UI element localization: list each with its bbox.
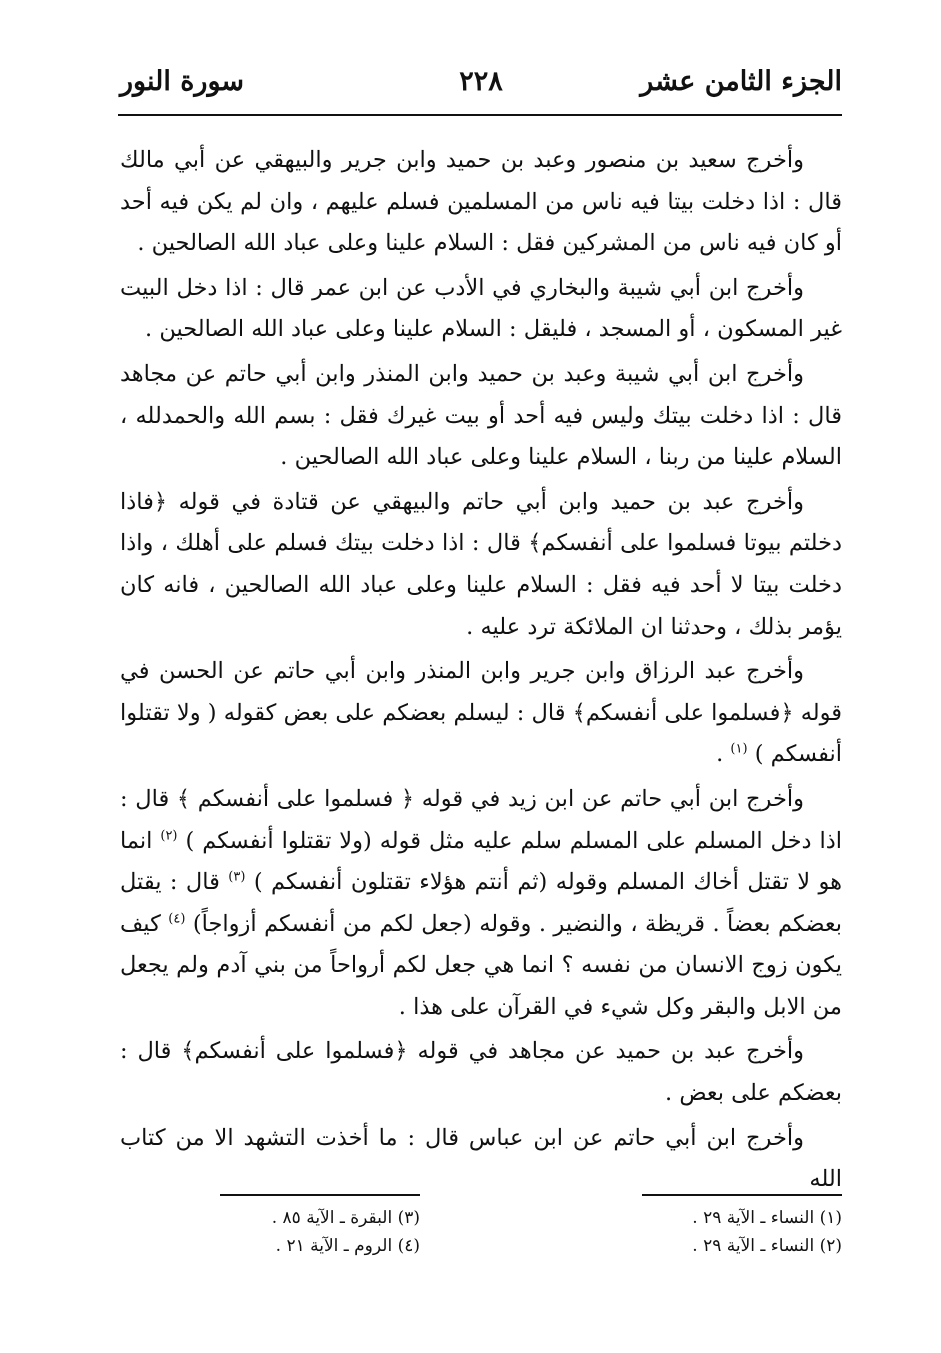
footnote-ref: (٣) bbox=[228, 869, 246, 885]
paragraph: وأخرج سعيد بن منصور وعبد بن حميد وابن جرير والبيهقي عن أبي مالك قال : اذا دخلت بيتا فيه ناس من المسلمين فسلم عليهم ، وان لم يكن فيه أحد أو كان فيه ناس من المشركين فقل : السلام علينا وعلى عباد الله الصالحين . bbox=[120, 147, 842, 257]
paragraph bbox=[120, 779, 842, 1029]
paragraph-text: وأخرج عبد الرزاق وابن جرير وابن المنذر وابن أبي حاتم عن الحسن في قوله ﴿فسلموا على أنفسكم﴾ قال : ليسلم بعضكم على بعض كقوله ( ولا تقتلوا أنفسكم ) bbox=[120, 658, 842, 768]
footnote-rule bbox=[642, 1194, 842, 1196]
footnote: (٢) النساء ـ الآية ٢٩ . bbox=[692, 1236, 842, 1256]
footnote: (٤) الروم ـ الآية ٢١ . bbox=[275, 1236, 420, 1256]
paragraph-text: انما هو لا تقتل أخاك المسلم وقوله (ثم أنتم هؤلاء تقتلون أنفسكم ) bbox=[120, 827, 842, 896]
paragraph-text: قال : يقتل بعضكم بعضاً . قريظة ، والنضير . وقوله (جعل لكم من أنفسكم أزواجاً) bbox=[120, 869, 843, 937]
paragraph-text: كيف يكون زوج الانسان من نفسه ؟ انما هي جعل لكم أرواحاً من بني آدم ولم يجعل من الابل والبقر وكل شيء في القرآن على هذا . bbox=[120, 910, 842, 1020]
main-text bbox=[120, 140, 842, 1204]
paragraph bbox=[120, 651, 842, 776]
paragraph: وأخرج ابن أبي شيبة والبخاري في الأدب عن ابن عمر قال : اذا دخل البيت غير المسكون ، أو المسجد ، فليقل : السلام علينا وعلى عباد الله الصالحين . bbox=[120, 274, 842, 343]
footnotes-left bbox=[160, 1204, 420, 1260]
paragraph: وأخرج عبد بن حميد عن مجاهد في قوله ﴿فسلموا على أنفسكم﴾ قال : بعضكم على بعض . bbox=[120, 1038, 842, 1107]
footnote-ref: (٤) bbox=[168, 911, 186, 927]
header-part-title: الجزء الثامن عشر bbox=[640, 65, 842, 97]
paragraph: وأخرج ابن أبي حاتم عن ابن عباس قال : ما أخذت التشهد الا من كتاب الله bbox=[120, 1124, 842, 1193]
footnotes-right bbox=[582, 1204, 842, 1260]
paragraph-end: . bbox=[716, 741, 731, 768]
paragraph: وأخرج عبد بن حميد وابن أبي حاتم والبيهقي عن قتادة في قوله ﴿فاذا دخلتم بيوتا فسلموا على أنفسكم﴾ قال : اذا دخلت بيتك فسلم على أهلك ، واذا دخلت بيتا لا أحد فيه فقل : السلام علينا وعلى عباد الله الصالحين ، فانه كان يؤمر بذلك ، وحدثنا ان الملائكة ترد عليه . bbox=[120, 488, 842, 640]
footnote-rule bbox=[220, 1194, 420, 1196]
page-number: ٢٢٨ bbox=[459, 65, 503, 97]
paragraph-text: وأخرج ابن أبي حاتم عن ابن زيد في قوله ﴿ فسلموا على أنفسكم ﴾ قال : اذا دخل المسلم على المسلم سلم عليه مثل قوله (ولا تقتلوا أنفسكم ) bbox=[120, 785, 843, 854]
footnote: (٣) البقرة ـ الآية ٨٥ . bbox=[271, 1208, 420, 1228]
footnote-ref: (١) bbox=[730, 741, 748, 757]
header-rule bbox=[118, 114, 842, 116]
footnote-ref: (٢) bbox=[160, 828, 178, 843]
running-header bbox=[120, 58, 842, 104]
paragraph: وأخرج ابن أبي شيبة وعبد بن حميد وابن المنذر وابن أبي حاتم عن مجاهد قال : اذا دخلت بيتك وليس فيه أحد أو بيت غيرك فقل : بسم الله والحمدلله ، السلام علينا من ربنا ، السلام علينا وعلى عباد الله الصالحين . bbox=[120, 360, 842, 471]
footnote: (١) النساء ـ الآية ٢٩ . bbox=[692, 1208, 842, 1228]
header-surah-title: سورة النور bbox=[120, 65, 245, 97]
